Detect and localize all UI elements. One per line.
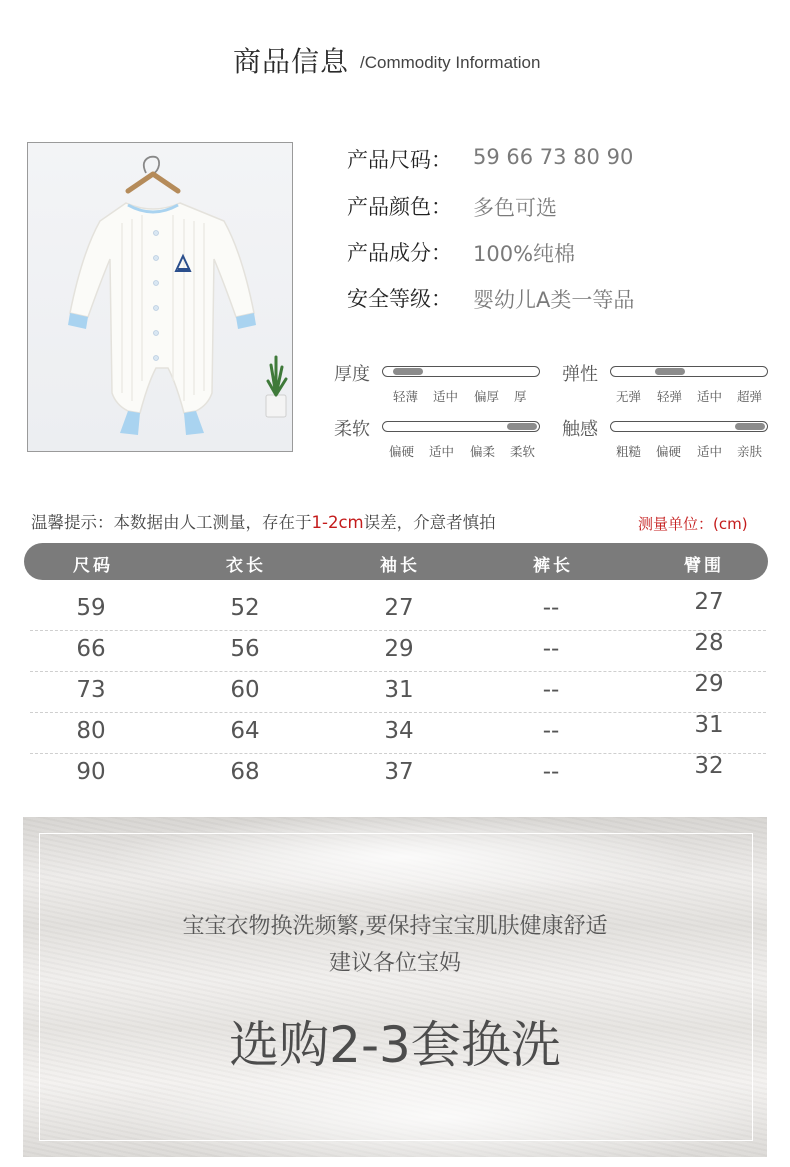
- feature-touch: [562, 415, 777, 465]
- table-cell: --: [542, 718, 560, 744]
- product-image: [27, 142, 293, 452]
- feature-name: 厚度: [334, 364, 370, 385]
- size-table-header: [24, 543, 768, 580]
- feature-option: 偏硬: [389, 444, 415, 459]
- column-header-pants: 裤长: [533, 556, 573, 576]
- spec-color: [347, 191, 557, 221]
- table-cell: 27: [694, 589, 724, 615]
- table-cell: 90: [76, 759, 106, 785]
- spec-value: 多色可选: [473, 196, 557, 220]
- column-header-length: 衣长: [226, 556, 266, 576]
- table-cell: 52: [230, 595, 260, 621]
- table-cell: 27: [384, 595, 414, 621]
- table-cell: 59: [76, 595, 106, 621]
- fabric-banner: [23, 817, 767, 1157]
- page-subtitle: /Commodity Information: [360, 53, 541, 72]
- table-cell: 34: [384, 718, 414, 744]
- feature-option: 轻弹: [657, 389, 683, 404]
- page-title: 商品信息: [233, 45, 350, 78]
- banner-text-line2: 建议各位宝妈: [328, 951, 461, 976]
- spec-value: 婴幼儿A类一等品: [473, 288, 635, 312]
- table-cell: 29: [384, 636, 414, 662]
- feature-option: 偏柔: [470, 444, 496, 459]
- spec-label: 产品颜色：: [347, 195, 452, 219]
- table-cell: 73: [76, 677, 106, 703]
- banner-frame: [39, 833, 753, 1141]
- feature-name: 弹性: [562, 364, 598, 385]
- table-cell: 31: [384, 677, 414, 703]
- notice-text: 温馨提示：本数据由人工测量，存在于: [31, 513, 312, 532]
- measurement-unit: 测量单位：(cm): [638, 515, 748, 533]
- feature-name: 柔软: [334, 419, 370, 440]
- romper-illustration: [28, 143, 293, 452]
- feature-option: 柔软: [510, 444, 536, 459]
- column-header-arm: 臂围: [684, 556, 724, 576]
- feature-option: 适中: [433, 389, 459, 404]
- table-cell: 80: [76, 718, 106, 744]
- table-cell: 64: [230, 718, 260, 744]
- feature-option: 无弹: [616, 389, 642, 404]
- feature-option: 偏厚: [474, 389, 500, 404]
- feature-option: 超弹: [737, 389, 763, 404]
- feature-track: [610, 421, 768, 432]
- feature-track: [382, 366, 540, 377]
- table-cell: --: [542, 759, 560, 785]
- feature-level: [393, 368, 423, 375]
- feature-option: 轻薄: [393, 389, 419, 404]
- table-cell: 29: [694, 671, 724, 697]
- table-row: [30, 671, 766, 713]
- feature-option: 厚: [514, 389, 527, 404]
- banner-text-line1: 宝宝衣物换洗频繁,要保持宝宝肌肤健康舒适: [182, 914, 608, 939]
- feature-option: 适中: [697, 444, 723, 459]
- feature-track: [610, 366, 768, 377]
- table-row: [30, 753, 766, 794]
- measurement-notice: [31, 509, 496, 533]
- feature-thickness: [334, 360, 549, 410]
- feature-name: 触感: [562, 419, 598, 440]
- table-cell: --: [542, 636, 560, 662]
- feature-level: [507, 423, 537, 430]
- table-cell: 66: [76, 636, 106, 662]
- feature-level: [655, 368, 685, 375]
- feature-track: [382, 421, 540, 432]
- table-row: [30, 589, 766, 631]
- feature-option: 粗糙: [616, 444, 642, 459]
- notice-highlight: 1-2cm: [311, 513, 364, 532]
- table-cell: 56: [230, 636, 260, 662]
- spec-label: 产品成分：: [347, 241, 452, 265]
- column-header-size: 尺码: [73, 556, 113, 576]
- table-cell: 32: [694, 753, 724, 779]
- table-cell: 37: [384, 759, 414, 785]
- feature-option: 亲肤: [737, 444, 763, 459]
- column-header-sleeve: 袖长: [380, 556, 420, 576]
- feature-option: 适中: [429, 444, 455, 459]
- spec-safety: [347, 283, 635, 313]
- spec-material: [347, 237, 576, 267]
- table-cell: --: [542, 595, 560, 621]
- spec-size: [347, 144, 634, 174]
- table-cell: 31: [694, 712, 724, 738]
- table-cell: 68: [230, 759, 260, 785]
- feature-softness: [334, 415, 549, 465]
- feature-option: 偏硬: [656, 444, 682, 459]
- spec-value: 59 66 73 80 90: [473, 145, 634, 169]
- feature-option: 适中: [697, 389, 723, 404]
- spec-label: 安全等级：: [347, 287, 452, 311]
- banner-headline: 选购2-3套换洗: [229, 1016, 561, 1074]
- spec-label: 产品尺码：: [347, 148, 452, 172]
- table-cell: --: [542, 677, 560, 703]
- table-cell: 60: [230, 677, 260, 703]
- notice-text: 误差，介意者慎拍: [363, 513, 496, 532]
- table-cell: 28: [694, 630, 724, 656]
- table-row: [30, 630, 766, 672]
- spec-value: 100%纯棉: [473, 242, 576, 266]
- feature-level: [735, 423, 765, 430]
- table-row: [30, 712, 766, 754]
- feature-elasticity: [562, 360, 777, 410]
